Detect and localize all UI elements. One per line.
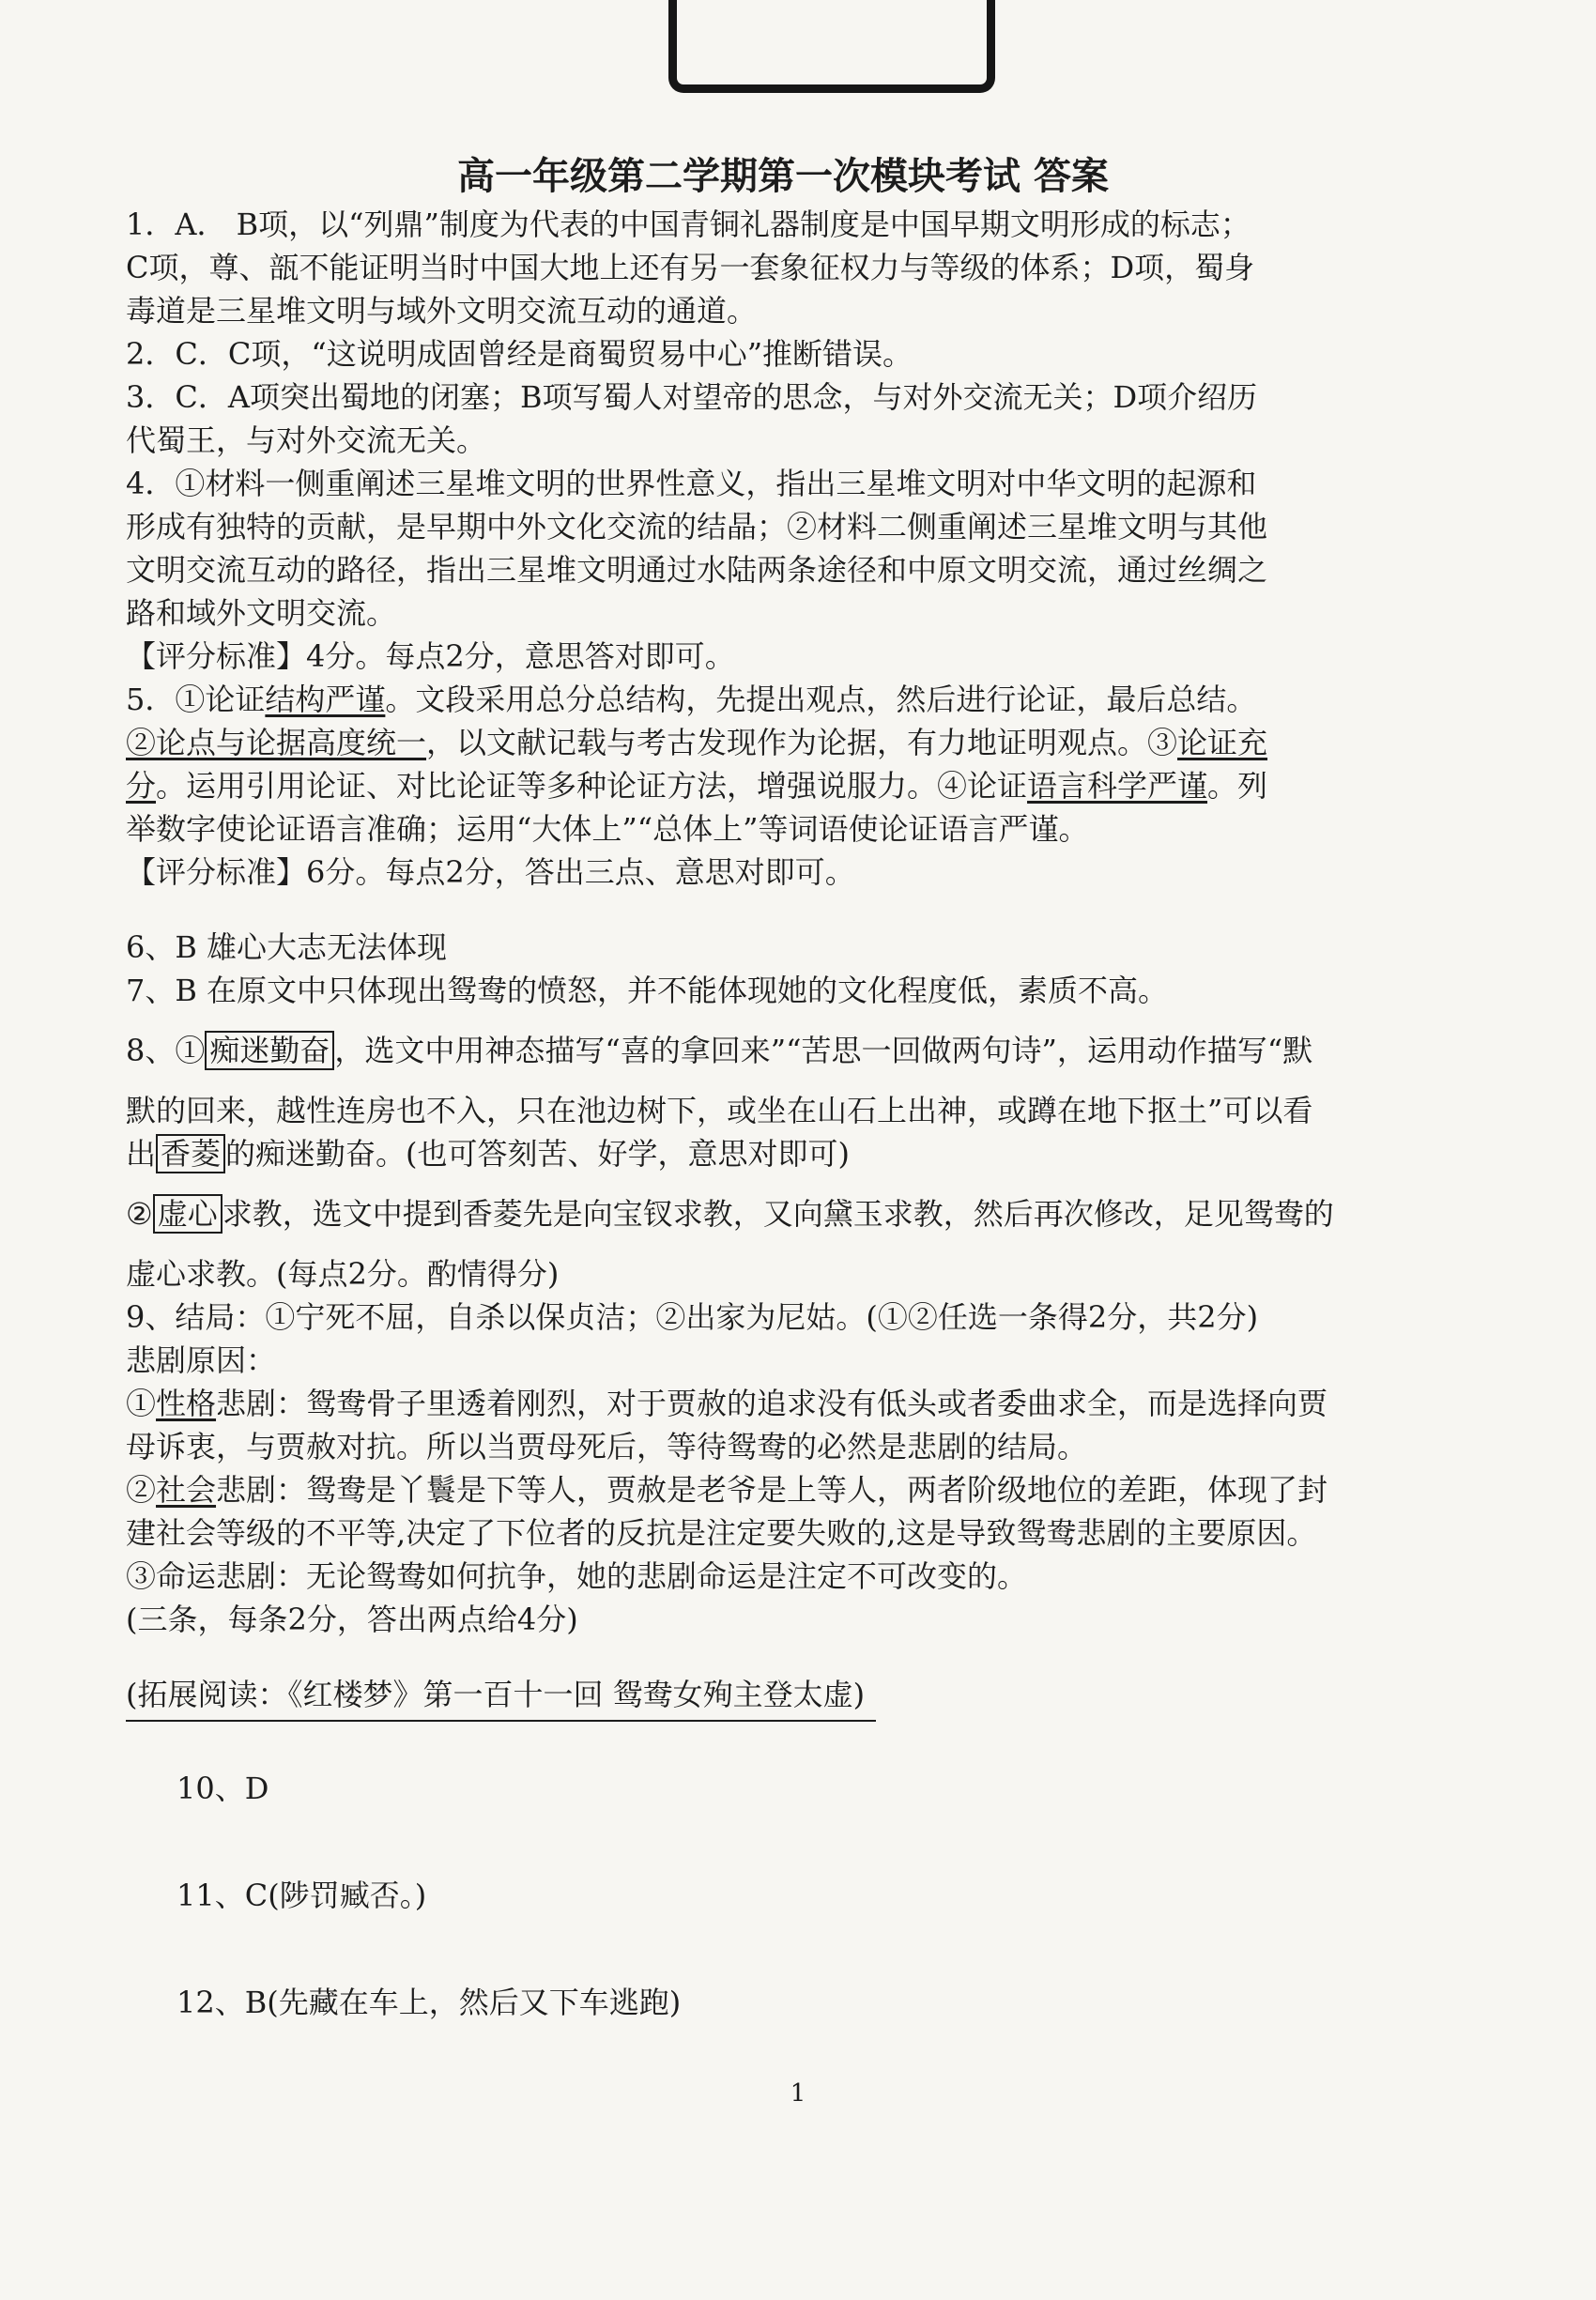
spacer	[126, 1072, 1440, 1089]
answer-5-line-3	[126, 764, 1440, 807]
page-number: 1	[790, 2079, 806, 2108]
text-segment: 。列	[1207, 768, 1268, 804]
answer-3-line-1: 3．C．A项突出蜀地的闭塞；B项写蜀人对望帝的思念，与对外交流无关；D项介绍历	[126, 379, 1258, 415]
answer-1-line-3: 毒道是三星堆文明与域外文明交流互动的通道。	[126, 293, 758, 329]
underlined-term: 论证充	[1177, 725, 1268, 760]
answer-4-scoring: 【评分标准】4分。每点2分，意思答对即可。	[126, 638, 735, 674]
answer-4-line-2: 形成有独特的贡献，是早期中外文化交流的结晶；②材料二侧重阐述三星堆文明与其他	[126, 509, 1268, 544]
underlined-term: ②论点与论据高度统一	[126, 725, 427, 760]
answer-4	[126, 462, 1440, 678]
text-segment: ，以文献记载与考古发现作为论据，有力地证明观点。③	[426, 725, 1178, 760]
answer-9-line-3	[126, 1382, 1440, 1425]
answer-11: 11、C(陟罚臧否。)	[176, 1878, 427, 1913]
spacer	[126, 1012, 1440, 1029]
text-segment: 。运用引用论证、对比论证等多种论证方法，增强说服力。④论证	[156, 768, 1028, 804]
underlined-term: 性格	[156, 1386, 217, 1421]
answer-8-line-5: 虚心求教。(每点2分。酌情得分)	[126, 1256, 560, 1292]
text-segment: ①	[126, 1386, 157, 1421]
spacer	[126, 1722, 1440, 1767]
spacer	[126, 894, 1440, 926]
answer-5-scoring: 【评分标准】6分。每点2分，答出三点、意思对即可。	[126, 854, 855, 890]
underlined-term: 分	[126, 768, 157, 804]
text-segment: ，选文中用神态描写“喜的拿回来”“苦思一回做两句诗”，运用动作描写“默	[334, 1033, 1313, 1068]
answer-4-line-4: 路和域外文明交流。	[126, 595, 397, 631]
answer-1	[126, 203, 1440, 332]
answer-8-line-1	[126, 1029, 1440, 1072]
answer-12: 12、B(先藏在车上，然后又下车逃跑)	[176, 1985, 682, 2020]
spacer	[126, 1175, 1440, 1192]
answer-4-line-3: 文明交流互动的路径，指出三星堆文明通过水陆两条途径和中原文明交流，通过丝绸之	[126, 552, 1268, 588]
answer-7: 7、B 在原文中只体现出鸳鸯的愤怒，并不能体现她的文化程度低，素质不高。	[126, 973, 1169, 1008]
text-segment: ②	[126, 1472, 157, 1508]
underlined-term: 结构严谨	[265, 682, 386, 717]
text-segment: 5．①论证	[126, 682, 266, 717]
answer-3	[126, 376, 1440, 462]
answer-10: 10、D	[176, 1771, 269, 1806]
answer-9-scoring: (三条，每条2分，答出两点给4分)	[126, 1602, 578, 1637]
spacer	[126, 1917, 1440, 1981]
text-segment: 悲剧：鸳鸯骨子里透着刚烈，对于贾赦的追求没有低头或者委曲求全，而是选择向贾	[216, 1386, 1328, 1421]
answer-3-line-2: 代蜀王，与对外交流无关。	[126, 422, 487, 458]
answer-8	[126, 1029, 1440, 1296]
answer-1-line-2: C项，尊、瓿不能证明当时中国大地上还有另一套象征权力与等级的体系；D项，蜀身	[126, 250, 1255, 285]
answer-2	[126, 332, 1440, 376]
text-segment: 求教，选文中提到香菱先是向宝钗求教，又向黛玉求教，然后再次修改，足见鸳鸯的	[222, 1196, 1334, 1232]
answer-9-line-7: ③命运悲剧：无论鸳鸯如何抗争，她的悲剧命运是注定不可改变的。	[126, 1558, 1028, 1594]
answer-9-line-4: 母诉衷，与贾赦对抗。所以当贾母死后，等待鸳鸯的必然是悲剧的结局。	[126, 1429, 1088, 1464]
text-segment: 出	[126, 1136, 157, 1172]
boxed-term: 虚心	[153, 1194, 223, 1234]
extended-reading	[126, 1673, 1440, 1722]
answer-5-line-4: 举数字使论证语言准确；运用“大体上”“总体上”等词语使论证语言严谨。	[126, 811, 1089, 847]
text-segment: 的痴迷勤奋。(也可答刻苦、好学，意思对即可)	[225, 1136, 851, 1172]
answer-1-line-1: 1．A． B项，以“列鼎”制度为代表的中国青铜礼器制度是中国早期文明形成的标志；	[126, 207, 1251, 242]
underlined-term: 语言科学严谨	[1027, 768, 1208, 804]
spacer	[126, 1810, 1440, 1874]
boxed-term: 香菱	[156, 1134, 225, 1173]
answer-9-line-6: 建社会等级的不平等,决定了下位者的反抗是注定要失败的,这是导致鸳鸯悲剧的主要原因。	[126, 1515, 1317, 1551]
answer-8-line-3	[126, 1132, 1440, 1175]
spacer	[126, 1641, 1440, 1673]
text-segment: 8、①	[126, 1033, 206, 1068]
answer-5-line-1	[126, 678, 1440, 721]
answer-9-line-5	[126, 1468, 1440, 1511]
answer-6: 6、B 雄心大志无法体现	[126, 929, 448, 965]
answer-sheet	[126, 150, 1440, 2024]
text-segment: ②	[126, 1196, 153, 1232]
answer-5-line-2	[126, 721, 1440, 764]
answer-8-line-4	[126, 1192, 1440, 1235]
answer-9-line-2: 悲剧原因：	[126, 1342, 277, 1378]
extended-reading-text: (拓展阅读：《红楼梦》第一百十一回 鸳鸯女殉主登太虚)	[126, 1673, 876, 1722]
page-title: 高一年级第二学期第一次模块考试 答案	[457, 155, 1109, 198]
underlined-term: 社会	[156, 1472, 217, 1508]
answer-9	[126, 1296, 1440, 1641]
spacer	[126, 1235, 1440, 1252]
text-segment: 悲剧：鸳鸯是丫鬟是下等人，贾赦是老爷是上等人，两者阶级地位的差距，体现了封	[216, 1472, 1328, 1508]
answer-9-line-1: 9、结局：①宁死不屈，自杀以保贞洁；②出家为尼姑。(①②任选一条得2分，共2分)	[126, 1299, 1259, 1335]
boxed-term: 痴迷勤奋	[205, 1031, 334, 1070]
text-segment: 。文段采用总分总结构，先提出观点，然后进行论证，最后总结。	[385, 682, 1257, 717]
answer-5	[126, 678, 1440, 894]
answer-8-line-2: 默的回来，越性连房也不入，只在池边树下，或坐在山石上出神，或蹲在地下抠土”可以看	[126, 1093, 1313, 1128]
binder-clip	[668, 0, 995, 93]
answer-2-line-1: 2．C．C项，“这说明成固曾经是商蜀贸易中心”推断错误。	[126, 336, 913, 372]
answer-4-line-1: 4．①材料一侧重阐述三星堆文明的世界性意义，指出三星堆文明对中华文明的起源和	[126, 466, 1257, 501]
